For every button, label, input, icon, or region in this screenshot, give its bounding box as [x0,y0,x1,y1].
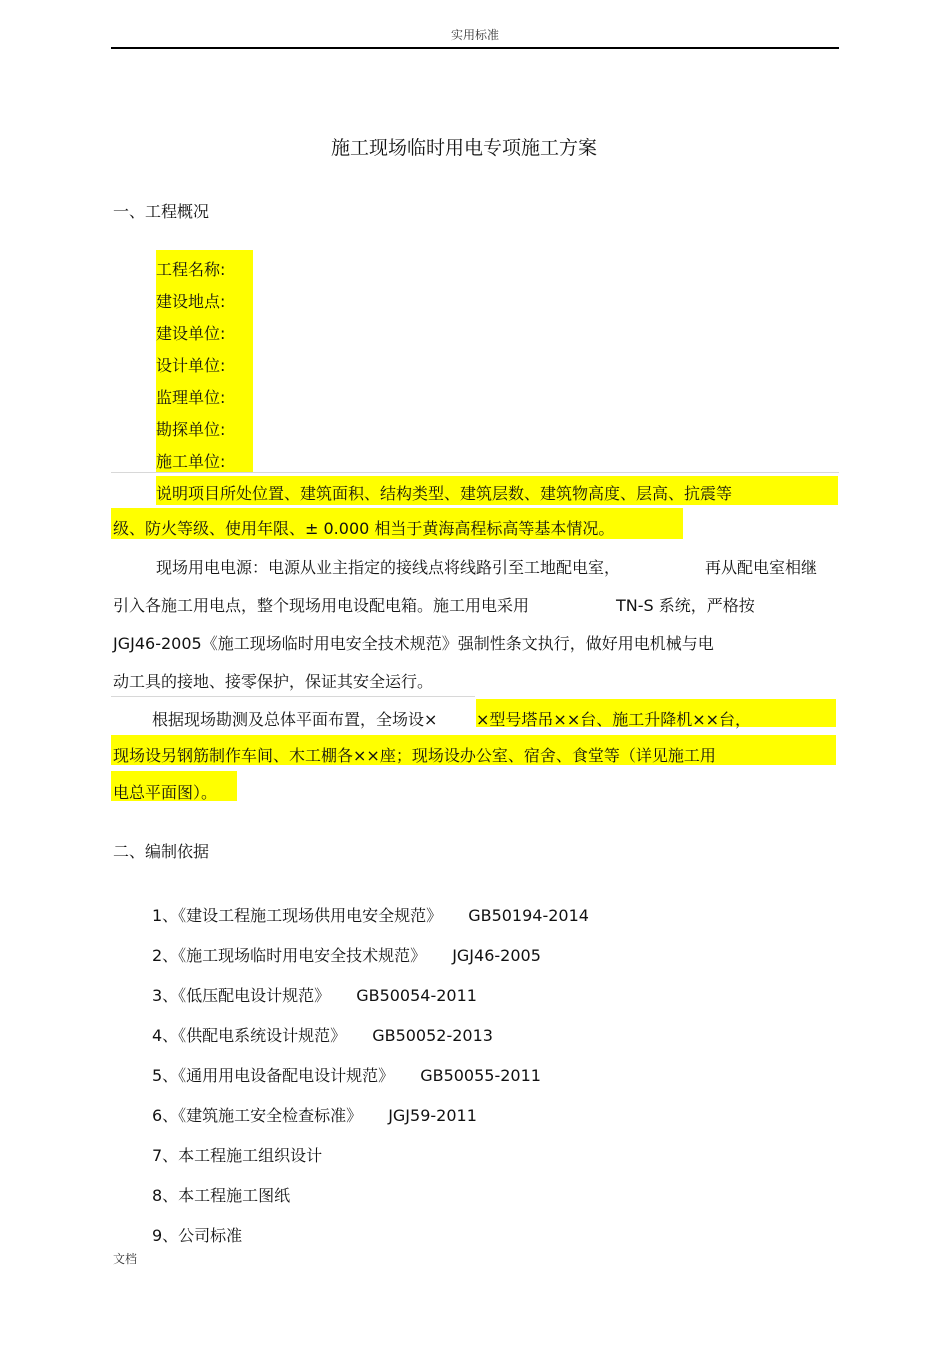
divider [111,472,839,473]
power-line-4: 动工具的接地、接零保护，保证其安全运行。 [113,672,434,691]
reference-item: 1、《建设工程施工现场供用电安全规范》 GB50194-2014 [152,906,589,925]
reference-item: 9、公司标准 [152,1226,243,1245]
field-location: 建设地点: [156,292,226,311]
power-line-1b: 再从配电室相继 [705,558,818,577]
page-footer: 文档 [113,1252,138,1266]
layout-line-1b: ×型号塔吊××台、施工升降机××台， [476,710,752,729]
power-line-2b: TN-S 系统，严格按 [616,596,755,615]
power-line-1a: 现场用电电源：电源从业主指定的接线点将线路引至工地配电室， [156,558,621,577]
reference-item: 3、《低压配电设计规范》 GB50054-2011 [152,986,477,1005]
layout-line-1a: 根据现场勘测及总体平面布置，全场设× [152,710,438,729]
page-header: 实用标准 [450,28,499,42]
field-surveyor: 勘探单位: [156,420,226,439]
field-project-name: 工程名称: [156,260,226,279]
field-supervisor: 监理单位: [156,388,226,407]
field-designer: 设计单位: [156,356,226,375]
desc-line-1: 说明项目所处位置、建筑面积、结构类型、建筑层数、建筑物高度、层高、抗震等 [156,484,733,503]
reference-item: 8、本工程施工图纸 [152,1186,291,1205]
desc-line-2: 级、防火等级、使用年限、± 0.000 相当于黄海高程标高等基本情况。 [113,519,615,538]
section-heading-overview: 一、工程概况 [113,202,210,221]
header-rule [111,47,839,49]
reference-item: 2、《施工现场临时用电安全技术规范》 JGJ46-2005 [152,946,541,965]
layout-line-3: 电总平面图）。 [113,783,218,802]
reference-item: 5、《通用用电设备配电设计规范》 GB50055-2011 [152,1066,541,1085]
section-heading-basis: 二、编制依据 [113,842,210,861]
field-owner: 建设单位: [156,324,226,343]
power-line-2a: 引入各施工用电点，整个现场用电设配电箱。施工用电采用 [113,596,530,615]
document-title: 施工现场临时用电专项施工方案 [330,137,597,159]
power-line-3: JGJ46-2005《施工现场临时用电安全技术规范》强制性条文执行，做好用电机械与电 [113,634,714,653]
layout-line-2: 现场设另钢筋制作车间、木工棚各××座；现场设办公室、宿舍、食堂等（详见施工用 [113,746,716,765]
reference-item: 7、本工程施工组织设计 [152,1146,323,1165]
reference-item: 6、《建筑施工安全检查标准》 JGJ59-2011 [152,1106,477,1125]
reference-item: 4、《供配电系统设计规范》 GB50052-2013 [152,1026,493,1045]
field-contractor: 施工单位: [156,452,226,471]
divider [111,696,475,697]
